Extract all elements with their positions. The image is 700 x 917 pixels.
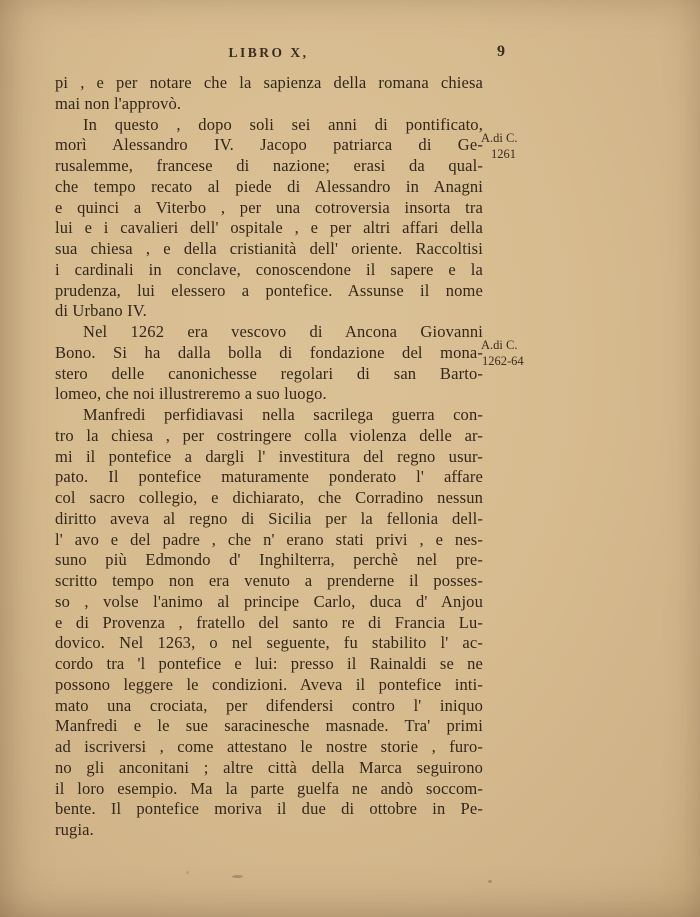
text-line: suno più Edmondo d' Inghilterra, perchè nel pre- xyxy=(55,550,483,570)
text-line: morì Alessandro IV. Jacopo patriarca di Ge- xyxy=(55,135,483,155)
text-line: no gli anconitani ; altre città della Marca seguirono xyxy=(55,757,483,777)
paragraph xyxy=(55,322,483,405)
margin-note-1261 xyxy=(481,131,551,162)
margin-note-1262-64 xyxy=(481,338,551,369)
margin-note-year: 1262-64 xyxy=(482,353,524,368)
text-line: mai non l'approvò. xyxy=(55,93,182,113)
text-line: bente. Il pontefice moriva il due di ottobre in Pe- xyxy=(55,799,483,819)
paragraph xyxy=(55,73,483,115)
margin-note-label: A.di C. xyxy=(481,338,518,352)
running-title: LIBRO X, xyxy=(228,45,309,60)
text-block xyxy=(55,73,483,841)
text-line: lomeo, che noi illustreremo a suo luogo. xyxy=(55,384,327,404)
text-line: rusalemme, francese di nazione; erasi da qual- xyxy=(55,156,483,175)
text-line: l' avo e del padre , che n' erano stati privi , e nes- xyxy=(55,529,483,549)
text-line: lui e i cavalieri dell' ospitale , e per altri affari della xyxy=(55,218,483,238)
text-line: il loro esempio. Ma la parte guelfa ne andò soccom- xyxy=(55,778,483,798)
text-line: so , volse l'animo al principe Carlo, duca d' Anjou xyxy=(55,591,483,611)
text-line: e di Provenza , fratello del santo re di Francia Lu- xyxy=(55,612,483,632)
text-line: di Urbano IV. xyxy=(55,301,147,321)
scan-speck xyxy=(232,875,243,878)
text-line: prudenza, lui elessero a pontefice. Assunse il nome xyxy=(55,280,483,300)
text-line: e quinci a Viterbo , per una cotroversia insorta tra xyxy=(55,197,483,217)
text-line: che tempo recato al piede di Alessandro in Anagni xyxy=(55,176,483,196)
text-line: Manfredi perfidiavasi nella sacrilega guerra con- xyxy=(83,405,483,424)
text-line: diritto aveva al regno di Sicilia per la fellonia dell- xyxy=(55,508,483,528)
text-line: dovico. Nel 1263, o nel seguente, fu stabilito l' ac- xyxy=(55,633,483,653)
margin-note-label: A.di C. xyxy=(481,131,518,145)
page-number: 9 xyxy=(497,43,505,60)
text-line: i cardinali in conclave, conoscendone il sapere e la xyxy=(55,259,483,279)
text-line: Nel 1262 era vescovo di Ancona Giovanni xyxy=(83,322,483,341)
text-line: rugia. xyxy=(55,820,94,839)
scan-speck xyxy=(186,871,189,874)
text-line: sua chiesa , e della cristianità dell' oriente. Raccoltisi xyxy=(55,239,483,258)
paragraph xyxy=(55,405,483,841)
scan-speck xyxy=(488,880,492,883)
text-line: tro la chiesa , per costringere colla violenza delle ar- xyxy=(55,425,483,445)
paragraph xyxy=(55,115,483,323)
text-line: Bono. Si ha dalla bolla di fondazione del mona- xyxy=(55,342,483,362)
text-line: possono leggere le condizioni. Aveva il pontefice inti- xyxy=(55,674,483,694)
text-line: pato. Il pontefice maturamente ponderato l' affare xyxy=(55,467,483,487)
text-line: In questo , dopo soli sei anni di pontificato, xyxy=(83,114,483,134)
text-line: scritto tempo non era venuto a prenderne il posses- xyxy=(55,571,483,590)
text-line: mato una crociata, per difendersi contro l' iniquo xyxy=(55,695,483,715)
text-line: Manfredi e le sue saracinesche masnade. Tra' primi xyxy=(55,716,483,736)
text-line: ad iscriversi , come attestano le nostre storie , furo- xyxy=(55,737,483,756)
margin-note-year: 1261 xyxy=(491,146,516,161)
text-line: col sacro collegio, e dichiarato, che Corradino nessun xyxy=(55,488,483,507)
text-line: pi , e per notare che la sapienza della romana chiesa xyxy=(55,73,483,92)
text-line: stero delle canonichesse regolari di san Barto- xyxy=(55,363,483,383)
text-line: cordo tra 'l pontefice e lui: presso il Rainaldi se ne xyxy=(55,654,483,673)
text-line: mi il pontefice a dargli l' investitura del regno usur- xyxy=(55,446,483,466)
